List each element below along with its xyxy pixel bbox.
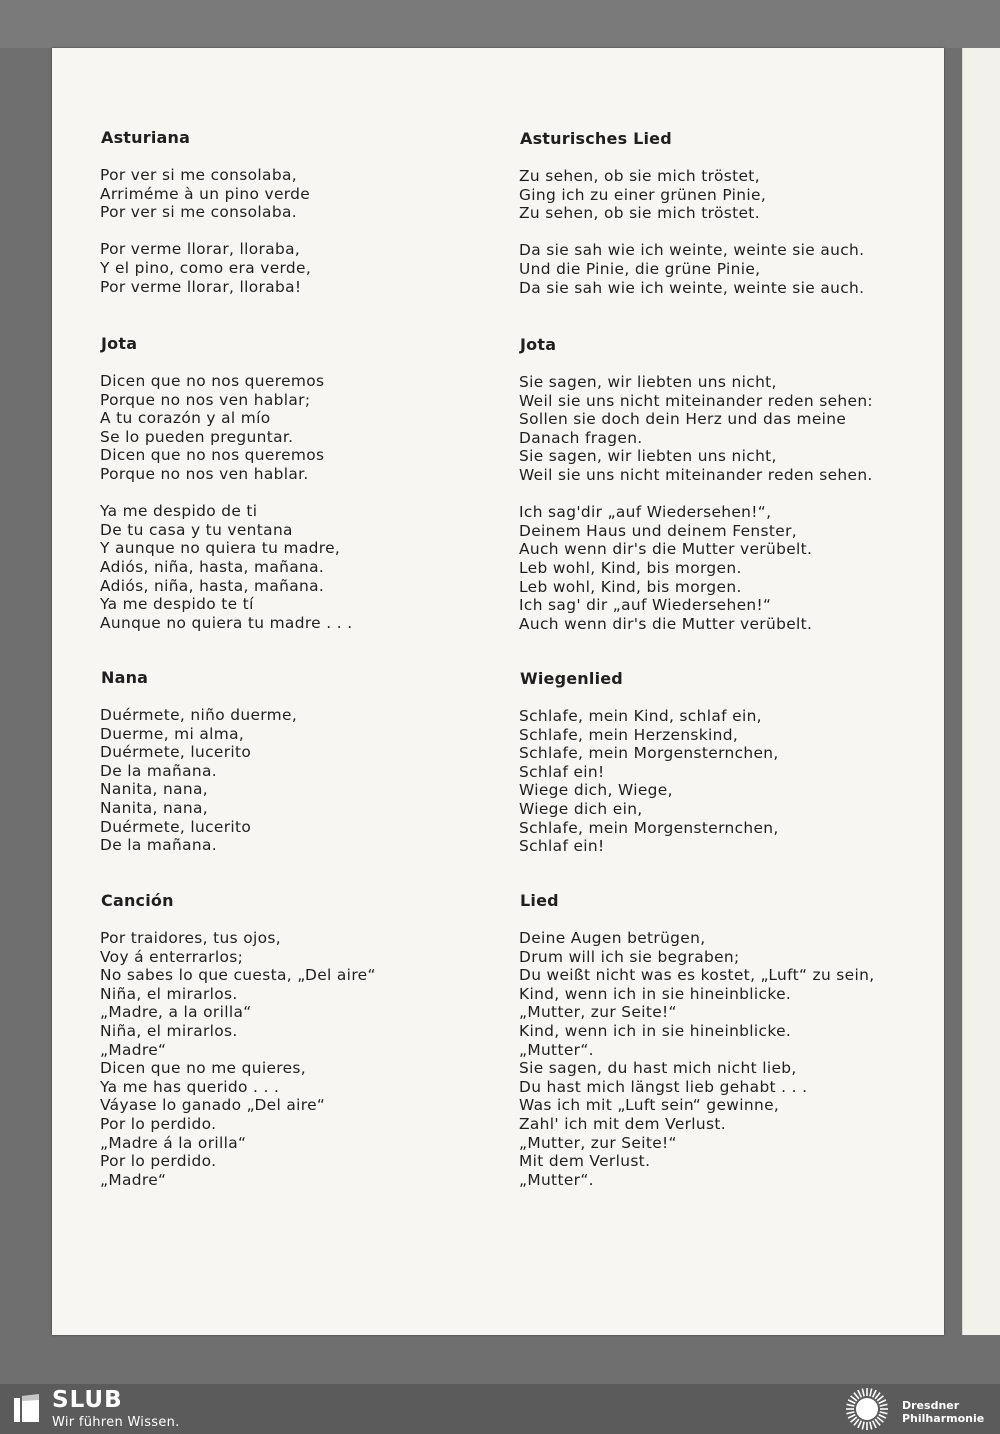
lyric-line: Voy á enterrarlos; — [100, 947, 244, 966]
lyric-line: Niña, el mirarlos. — [100, 984, 238, 1003]
song-heading: Jota — [520, 335, 557, 354]
lyric-line: Mit dem Verlust. — [519, 1152, 651, 1171]
logo-ray — [880, 1404, 888, 1406]
logo-ray — [877, 1417, 883, 1422]
lyric-line: Ich sag'dir „auf Wiedersehen!“, — [519, 503, 772, 522]
lyric-line: Schlafe, mein Morgensternchen, — [519, 818, 779, 837]
lyric-line: Dicen que no nos queremos — [100, 446, 325, 465]
lyric-line: „Mutter“. — [519, 1170, 594, 1189]
lyric-line: Se lo pueden preguntar. — [100, 427, 294, 446]
lyric-line: Porque no nos ven hablar. — [100, 464, 309, 483]
lyric-line: Und die Pinie, die grüne Pinie, — [519, 259, 761, 278]
stanza — [100, 706, 520, 855]
logo-ray — [851, 1417, 857, 1422]
lyric-line: Du weißt nicht was es kostet, „Luft“ zu sein, — [519, 966, 875, 985]
logo-ray — [873, 1390, 876, 1397]
lyric-line: No sabes lo que cuesta, „Del aire“ — [100, 966, 376, 985]
lyric-line: De la mañana. — [100, 761, 218, 780]
lyric-line: Duérmete, niño duerme, — [100, 706, 298, 724]
lyric-line: Adiós, niña, hasta, mañana. — [100, 557, 325, 576]
lyric-line: Por verme llorar, lloraba! — [100, 277, 302, 296]
logo-ray — [858, 1421, 861, 1428]
logo-ray — [879, 1415, 886, 1418]
stanza — [519, 707, 939, 856]
lyric-line: Por ver si me consolaba, — [100, 166, 297, 184]
lyric-line: Du hast mich längst lieb gehabt . . . — [519, 1077, 808, 1096]
song-heading: Wiegenlied — [520, 669, 623, 688]
lyric-line: De tu casa y tu ventana — [100, 520, 293, 539]
stanza — [519, 167, 939, 223]
lyric-line: Zahl' ich mit dem Verlust. — [519, 1114, 727, 1133]
lyric-line: Schlaf ein! — [519, 762, 605, 781]
lyric-line: Sie sagen, wir liebten uns nicht, — [519, 447, 777, 466]
logo-ray — [870, 1422, 872, 1430]
lyric-line: Ging ich zu einer grünen Pinie, — [519, 185, 767, 204]
lyric-line: „Mutter, zur Seite!“ — [519, 1133, 677, 1152]
slub-name: SLUB — [52, 1387, 123, 1413]
lyric-line: „Mutter, zur Seite!“ — [519, 1003, 677, 1022]
lyric-line: Leb wohl, Kind, bis morgen. — [519, 558, 742, 577]
song-heading: Jota — [101, 334, 138, 353]
stanza — [100, 240, 520, 296]
lyric-line: „Madre á la orilla“ — [100, 1133, 247, 1152]
lyric-line: Drum will ich sie begraben; — [519, 947, 740, 966]
lyric-line: Schlafe, mein Morgensternchen, — [519, 744, 779, 763]
song-cancion — [100, 891, 520, 1208]
lyric-line: Ich sag' dir „auf Wiedersehen!“ — [519, 596, 772, 615]
lyric-line: „Mutter“. — [519, 1040, 594, 1059]
lyric-line: Duerme, mi alma, — [100, 724, 245, 743]
lyric-line: Da sie sah wie ich weinte, weinte sie auch. — [519, 278, 865, 297]
stanza — [100, 502, 520, 632]
lyric-line: A tu corazón y al mío — [100, 409, 271, 428]
logo-ray — [854, 1419, 859, 1425]
footer-bar — [0, 1384, 1000, 1434]
lyric-line: Nanita, nana, — [100, 780, 209, 799]
logo-ray — [875, 1393, 880, 1399]
logo-ray — [880, 1412, 888, 1414]
logo-ray — [875, 1419, 880, 1425]
lyric-line: Dicen que no nos queremos — [100, 372, 325, 390]
lyric-line: Leb wohl, Kind, bis morgen. — [519, 577, 742, 596]
lyric-line: Weil sie uns nicht miteinander reden sehen. — [519, 465, 873, 484]
stanza — [519, 241, 939, 297]
scanner-background — [0, 0, 1000, 48]
lyric-line: Por traidores, tus ojos, — [100, 929, 282, 947]
lyric-line: Por ver si me consolaba. — [100, 203, 297, 222]
lyric-line: Y el pino, como era verde, — [100, 258, 312, 277]
song-heading: Asturiana — [101, 128, 191, 147]
lyric-line: Danach fragen. — [519, 428, 643, 447]
lyric-line: Sie sagen, du hast mich nicht lieb, — [519, 1059, 797, 1078]
lyric-line: Wiege dich, Wiege, — [519, 781, 673, 800]
dresdner-philharmonie-name — [902, 1399, 984, 1425]
stanza — [100, 166, 520, 222]
lyric-line: Por verme llorar, lloraba, — [100, 240, 301, 259]
lyric-line: Duérmete, lucerito — [100, 743, 252, 762]
stanza — [519, 929, 939, 1189]
lyric-line: Aunque no quiera tu madre . . . — [100, 613, 353, 632]
song-jota-translation — [519, 335, 939, 652]
song-lied — [519, 891, 939, 1208]
song-heading: Lied — [520, 891, 559, 910]
stanza — [100, 372, 520, 484]
lyric-line: Duérmete, lucerito — [100, 817, 252, 836]
lyric-line: Auch wenn dir's die Mutter verübelt. — [519, 614, 813, 633]
lyric-line: Weil sie uns nicht miteinander reden sehen: — [519, 391, 873, 410]
lyric-line: Dicen que no me quieres, — [100, 1059, 307, 1078]
lyric-line: Ya me has querido . . . — [100, 1077, 280, 1096]
logo-ray — [877, 1396, 883, 1401]
stanza — [100, 929, 520, 1189]
lyric-line: Schlafe, mein Herzenskind, — [519, 725, 739, 744]
lyric-line: Por lo perdido. — [100, 1114, 217, 1133]
logo-ray — [870, 1389, 872, 1397]
dresdner-philharmonie-logo-icon — [842, 1386, 892, 1432]
lyric-line: De la mañana. — [100, 836, 218, 855]
lyric-line: Wiege dich ein, — [519, 799, 643, 818]
document-page — [52, 48, 944, 1335]
partner-name-line2: Philharmonie — [902, 1412, 985, 1425]
song-asturiana — [100, 128, 520, 315]
logo-ray — [847, 1404, 855, 1406]
lyric-line: Kind, wenn ich in sie hineinblicke. — [519, 984, 792, 1003]
stanza — [519, 503, 939, 633]
song-asturisches-lied — [519, 129, 939, 316]
lyric-line: Schlafe, mein Kind, schlaf ein, — [519, 707, 762, 725]
lyric-line: Deinem Haus und deinem Fenster, — [519, 521, 797, 540]
lyric-line: „Madre“ — [100, 1040, 167, 1059]
lyric-line: Váyase lo ganado „Del aire“ — [100, 1096, 326, 1115]
logo-ray — [851, 1396, 857, 1401]
lyric-line: Sie sagen, wir liebten uns nicht, — [519, 373, 777, 391]
lyric-line: Was ich mit „Luft sein“ gewinne, — [519, 1096, 780, 1115]
lyric-line: Niña, el mirarlos. — [100, 1021, 238, 1040]
lyric-line: Sollen sie doch dein Herz und das meine — [519, 410, 847, 429]
lyric-line: „Madre, a la orilla“ — [100, 1003, 252, 1022]
lyric-line: Y aunque no quiera tu madre, — [100, 539, 341, 558]
lyric-line: Kind, wenn ich in sie hineinblicke. — [519, 1021, 792, 1040]
song-heading: Canción — [101, 891, 174, 910]
slub-logo-icon — [12, 1392, 42, 1424]
logo-ray — [848, 1400, 855, 1403]
lyric-line: Porque no nos ven hablar; — [100, 390, 311, 409]
song-wiegenlied — [519, 669, 939, 874]
logo-ray — [862, 1422, 864, 1430]
lyric-line: Nanita, nana, — [100, 798, 209, 817]
lyric-line: Adiós, niña, hasta, mañana. — [100, 576, 325, 595]
logo-ray — [862, 1389, 864, 1397]
logo-ray — [854, 1393, 859, 1399]
lyric-line: Da sie sah wie ich weinte, weinte sie auch. — [519, 241, 865, 260]
song-nana — [100, 668, 520, 873]
lyric-line: Zu sehen, ob sie mich tröstet, — [519, 167, 760, 185]
song-heading: Asturisches Lied — [520, 129, 672, 148]
next-page-edge — [962, 48, 1000, 1335]
lyric-line: Arriméme à un pino verde — [100, 184, 311, 203]
lyric-line: Deine Augen betrügen, — [519, 929, 706, 947]
partner-name-line1: Dresdner — [902, 1399, 960, 1412]
logo-ray — [858, 1390, 861, 1397]
slub-tagline: Wir führen Wissen. — [52, 1415, 180, 1430]
logo-ray — [848, 1415, 855, 1418]
lyric-line: Ya me despido te tí — [100, 595, 254, 614]
lyric-line: „Madre“ — [100, 1170, 167, 1189]
stanza — [519, 373, 939, 485]
logo-ray — [873, 1421, 876, 1428]
lyric-line: Zu sehen, ob sie mich tröstet. — [519, 204, 760, 223]
logo-ray — [847, 1412, 855, 1414]
logo-ray — [879, 1400, 886, 1403]
song-jota — [100, 334, 520, 651]
lyric-line: Ya me despido de ti — [100, 502, 258, 521]
lyric-line: Auch wenn dir's die Mutter verübelt. — [519, 540, 813, 559]
lyric-line: Por lo perdido. — [100, 1152, 217, 1171]
lyric-line: Schlaf ein! — [519, 837, 605, 856]
song-heading: Nana — [101, 668, 149, 687]
